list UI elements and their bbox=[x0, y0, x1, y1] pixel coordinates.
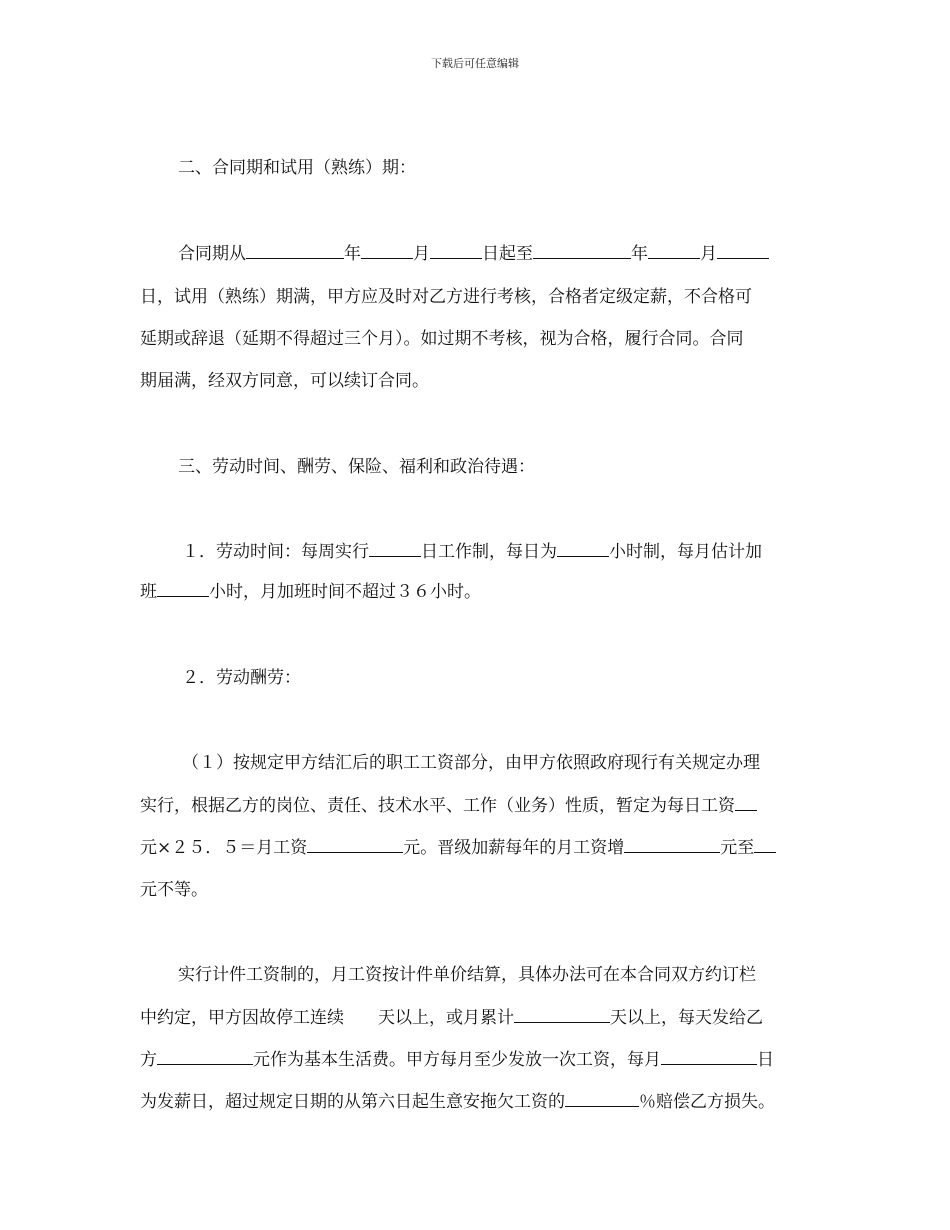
blank-field[interactable] bbox=[369, 540, 421, 557]
blank-field[interactable] bbox=[717, 242, 769, 259]
blank-field[interactable] bbox=[648, 242, 700, 259]
blank-field[interactable] bbox=[565, 1090, 639, 1107]
blank-field[interactable] bbox=[533, 242, 631, 259]
blank-field[interactable] bbox=[754, 836, 776, 853]
text: ％赔偿乙方损失。 bbox=[639, 1092, 775, 1112]
paragraph-line bbox=[140, 1090, 820, 1114]
text: 年 bbox=[344, 244, 361, 264]
text: 方 bbox=[140, 1050, 157, 1070]
text: 日起至 bbox=[482, 244, 533, 264]
blank-field[interactable] bbox=[624, 836, 720, 853]
paragraph-line: 元不等。 bbox=[140, 880, 208, 900]
section-heading-contract-period: 二、合同期和试用（熟练）期： bbox=[178, 158, 416, 178]
paragraph-line bbox=[140, 1006, 820, 1030]
blank-field[interactable] bbox=[307, 836, 403, 853]
text: 小时制，每月估计加 bbox=[609, 542, 762, 562]
text: 元×２５．５＝月工资 bbox=[140, 838, 308, 858]
paragraph-line bbox=[140, 580, 820, 604]
blank-field[interactable] bbox=[735, 794, 757, 811]
text: 为发薪日，超过规定日期的从第六日起生意安拖欠工资的 bbox=[140, 1092, 565, 1112]
text: 天以上，每天发给乙 bbox=[610, 1008, 763, 1028]
text: 天以上，或月累计 bbox=[378, 1008, 514, 1028]
blank-field[interactable] bbox=[361, 242, 413, 259]
text: 班 bbox=[140, 582, 157, 602]
blank-field[interactable] bbox=[157, 580, 209, 597]
paragraph-line: 实行计件工资制的，月工资按计件单价结算，具体办法可在本合同双方约订栏 bbox=[178, 965, 756, 985]
subheading-remuneration: ２．劳动酬劳： bbox=[182, 668, 301, 688]
text: 元。晋级加薪每年的月工资增 bbox=[403, 838, 625, 858]
paragraph-line bbox=[182, 540, 820, 564]
blank-field[interactable] bbox=[557, 540, 609, 557]
text: １．劳动时间：每周实行 bbox=[182, 542, 369, 562]
paragraph-line: 延期或辞退（延期不得超过三个月）。如过期不考核，视为合格，履行合同。合同 bbox=[140, 329, 744, 349]
blank-field[interactable] bbox=[514, 1006, 610, 1023]
paragraph-line bbox=[140, 1048, 820, 1072]
page-header: 下载后可任意编辑 bbox=[431, 57, 519, 70]
text: 元至 bbox=[720, 838, 755, 858]
text: 月 bbox=[413, 244, 430, 264]
paragraph-line bbox=[178, 242, 820, 266]
paragraph-line bbox=[140, 836, 820, 860]
section-heading-work-time: 三、劳动时间、酬劳、保险、福利和政治待遇： bbox=[178, 457, 535, 477]
text: 日工作制，每日为 bbox=[421, 542, 557, 562]
text: 实行，根据乙方的岗位、责任、技术水平、工作（业务）性质，暂定为每日工资 bbox=[140, 796, 735, 816]
blank-field[interactable] bbox=[430, 242, 482, 259]
paragraph-line bbox=[140, 794, 820, 818]
blank-field[interactable] bbox=[246, 242, 344, 259]
blank-field[interactable] bbox=[661, 1048, 757, 1065]
text: 日 bbox=[757, 1050, 774, 1070]
blank-field[interactable] bbox=[157, 1048, 253, 1065]
text: 元作为基本生活费。甲方每月至少发放一次工资，每月 bbox=[253, 1050, 661, 1070]
text: 年 bbox=[631, 244, 648, 264]
text: 合同期从 bbox=[178, 244, 246, 264]
paragraph-line: 日，试用（熟练）期满，甲方应及时对乙方进行考核，合格者定级定薪，不合格可 bbox=[140, 287, 752, 307]
paragraph-line: （１）按规定甲方结汇后的职工工资部分，由甲方依照政府现行有关规定办理 bbox=[182, 753, 760, 773]
text: 月 bbox=[700, 244, 717, 264]
text: 中约定，甲方因故停工连续 bbox=[140, 1008, 344, 1028]
paragraph-line: 期届满，经双方同意，可以续订合同。 bbox=[140, 371, 429, 391]
text: 小时，月加班时间不超过３６小时。 bbox=[209, 582, 481, 602]
